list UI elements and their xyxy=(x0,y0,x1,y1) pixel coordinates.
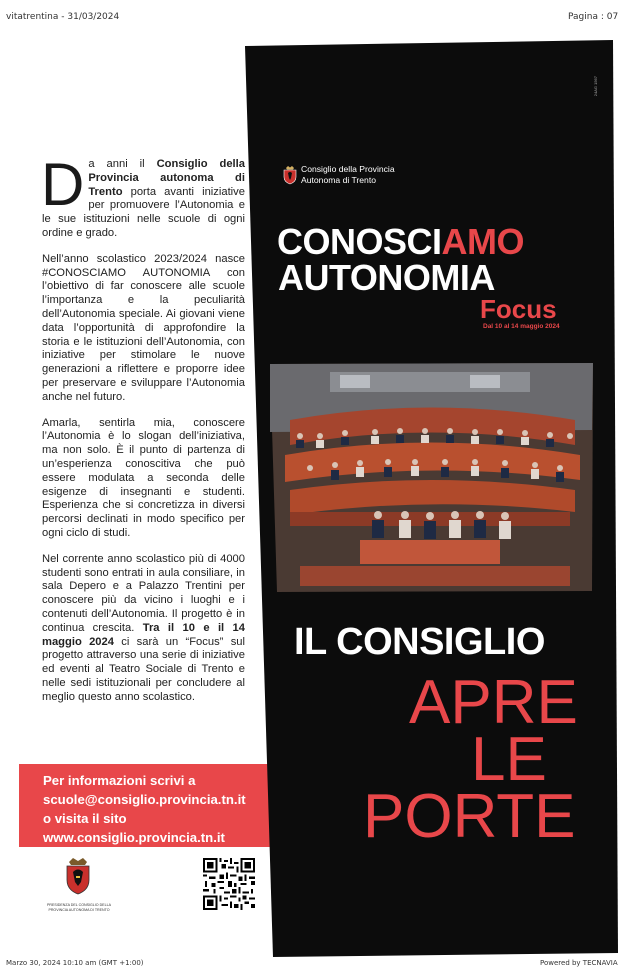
footer-powered: Powered by TECNAVIA xyxy=(540,959,618,967)
p4-text-a: Nel corrente anno scolastico più di 4000 studenti sono entrati in aula consiliare, in sala Depero e a Palazzo Trentini per conoscere più da vicino i luoghi e i contenuti dell’Autonomia. Il progetto è in continua crescita. xyxy=(42,552,245,634)
coat-of-arms-icon xyxy=(283,165,297,185)
p1-text-a: a anni il xyxy=(88,158,157,170)
drop-cap: D xyxy=(41,151,85,218)
chamber-photo xyxy=(270,363,593,592)
info-email-link[interactable]: scuole@consiglio.provincia.tn.it xyxy=(43,792,246,807)
info-line-1: Per informazioni scrivi a xyxy=(43,773,196,788)
paragraph-3: Amarla, sentirla mia, conoscere l’Autonomia è lo slogan dell’iniziativa, ma non solo. È il punto di partenza di un’esperienza conoscitiva che può essere modulata a seconda delle esigenze di insegnanti e studenti. Esperienza che si concretizza in diversi percorsi declinati in modo specifico per ogni ciclo di studi. xyxy=(42,416,245,539)
info-line-3: o visita il sito xyxy=(43,811,127,826)
headline-apre: APRE xyxy=(409,668,578,737)
side-code: 24AG 1567 xyxy=(593,76,598,97)
footer-timestamp: Marzo 30, 2024 10:10 am (GMT +1:00) xyxy=(6,959,144,967)
headline-porte: PORTE xyxy=(363,782,576,851)
poster-title-line2: AUTONOMIA xyxy=(278,257,495,298)
title-white: CONOSCI xyxy=(277,221,442,262)
p1-text-b: porta avanti iniziative per promuovere l’Autonomia e le sue istituzioni nelle scuole di ogni ordine e grado. xyxy=(42,185,245,239)
poster-dates: Dal 10 al 14 maggio 2024 xyxy=(483,323,560,330)
headline-il-consiglio: IL CONSIGLIO xyxy=(294,621,545,663)
brand-line-1: Consiglio della Provincia xyxy=(301,164,395,174)
title-red: AMO xyxy=(441,221,525,262)
p4-bold: Tra il 10 e il 14 maggio 2024 xyxy=(42,621,245,648)
brand-line-2: Autonoma di Trento xyxy=(301,175,377,185)
info-website-link[interactable]: www.consiglio.provincia.tn.it xyxy=(43,830,225,845)
seal-caption: PRESIDENZA DEL CONSIGLIO DELLA PROVINCIA AUTONOMA DI TRENTO xyxy=(47,903,111,912)
source-header: vitatrentina - 31/03/2024 xyxy=(6,12,120,22)
poster-title-line1 xyxy=(277,222,524,262)
paragraph-2: Nell’anno scolastico 2023/2024 nasce #CONOSCIAMO AUTONOMIA con l’obiettivo di far conoscere alle scuole l’importanza e la peculiarità dell’Autonomia speciale. Ai giovani viene data l’opportunità di approfondire la storia e le istituzioni dell’Autonomia, con iniziative per stimolare le nuove generazioni a riflettere e proporre idee per preservare e sviluppare l’Autonomia anche nel futuro. xyxy=(42,252,245,403)
poster-brand xyxy=(301,164,395,186)
poster-focus: Focus xyxy=(480,294,557,324)
page-number: Pagina : 07 xyxy=(568,12,619,22)
p4-text-b: ci sarà un “Focus” sul progetto attraverso una serie di iniziative ed eventi al Teatro Sociale di Trento e nelle sedi istituzionali per concludere al meglio questo anno scolastico. xyxy=(42,635,246,703)
p1-bold: Consiglio della Provincia autonoma di Trento xyxy=(88,158,245,198)
headline-le: LE xyxy=(471,725,547,794)
